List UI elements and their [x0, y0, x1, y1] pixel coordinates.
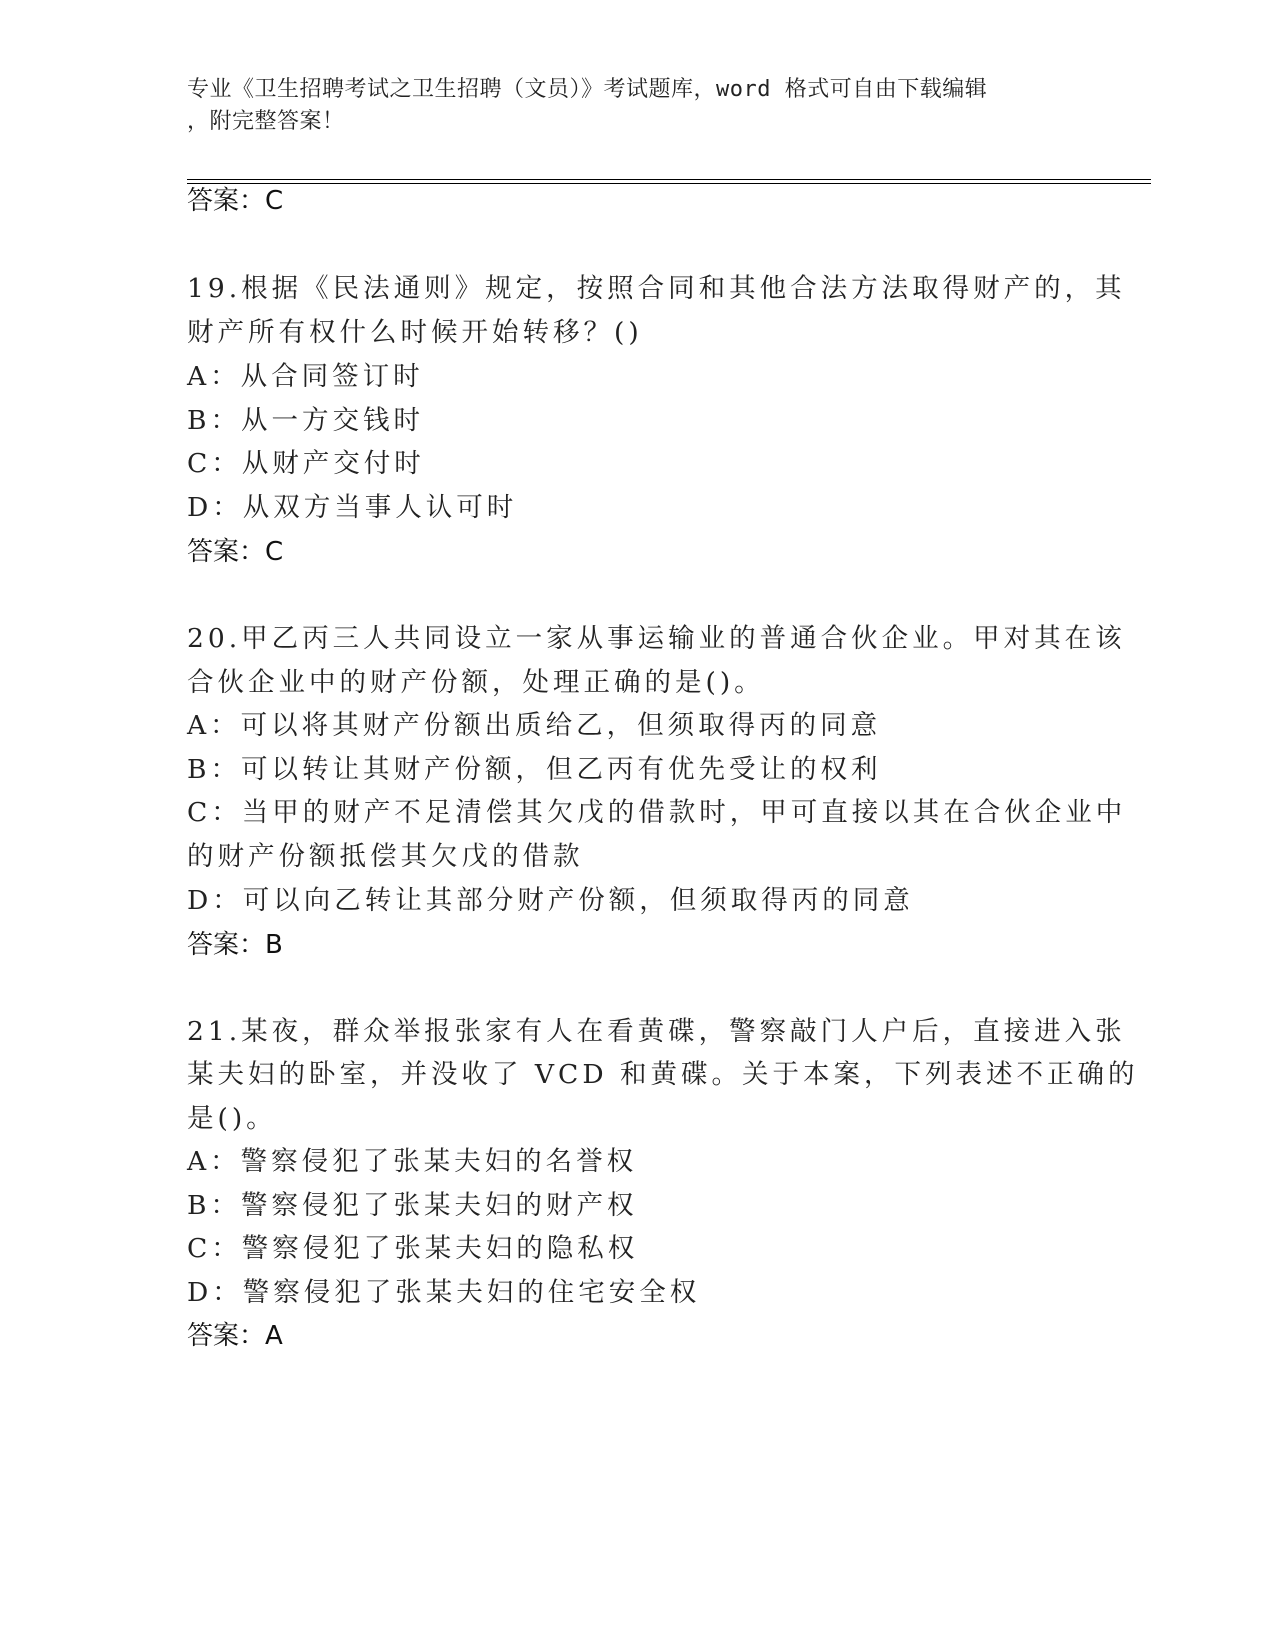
q21-stem-line-1: 21.某夜，群众举报张家有人在看黄碟，警察敲门人户后，直接进入张	[187, 1016, 1126, 1047]
header-line-1: 专业《卫生招聘考试之卫生招聘（文员）》考试题库，word 格式可自由下载编辑	[187, 77, 988, 102]
q21-answer: 答案：A	[187, 1321, 283, 1351]
page-header	[187, 74, 1077, 138]
q21-stem-line-2: 某夫妇的卧室，并没收了 VCD 和黄碟。关于本案，下列表述不正确的	[187, 1059, 1139, 1090]
header-rule-top	[187, 179, 1151, 180]
q20-option-b: B：可以转让其财产份额，但乙丙有优先受让的权利	[187, 754, 882, 785]
q19-answer: 答案：C	[187, 537, 284, 567]
q19-option-c: C：从财产交付时	[187, 448, 425, 479]
q20-stem-line-2: 合伙企业中的财产份额，处理正确的是()。	[187, 667, 765, 698]
q19-option-d: D：从双方当事人认可时	[187, 492, 518, 523]
q20-option-a: A：可以将其财产份额出质给乙，但须取得丙的同意	[187, 710, 882, 741]
q21-stem-line-3: 是()。	[187, 1103, 277, 1134]
q19-stem-line-1: 19.根据《民法通则》规定，按照合同和其他合法方法取得财产的，其	[187, 273, 1126, 304]
previous-answer: 答案：C	[187, 186, 284, 216]
q20-option-d: D：可以向乙转让其部分财产份额，但须取得丙的同意	[187, 885, 914, 916]
header-line-2: ，附完整答案！	[187, 109, 345, 134]
q19-option-a: A：从合同签订时	[187, 361, 424, 392]
q19-stem-line-2: 财产所有权什么时候开始转移？()	[187, 317, 643, 348]
q20-option-c-line-2: 的财产份额抵偿其欠戊的借款	[187, 841, 584, 872]
q21-option-d: D：警察侵犯了张某夫妇的住宅安全权	[187, 1277, 701, 1308]
q20-option-c-line-1: C：当甲的财产不足清偿其欠戊的借款时，甲可直接以其在合伙企业中	[187, 797, 1127, 828]
q20-stem-line-1: 20.甲乙丙三人共同设立一家从事运输业的普通合伙企业。甲对其在该	[187, 623, 1126, 654]
header-rule-bottom	[187, 183, 1151, 184]
q20-answer: 答案：B	[187, 930, 283, 960]
q21-option-b: B：警察侵犯了张某夫妇的财产权	[187, 1190, 638, 1221]
q21-option-a: A：警察侵犯了张某夫妇的名誉权	[187, 1146, 638, 1177]
q19-option-b: B：从一方交钱时	[187, 405, 424, 436]
q21-option-c: C：警察侵犯了张某夫妇的隐私权	[187, 1233, 639, 1264]
